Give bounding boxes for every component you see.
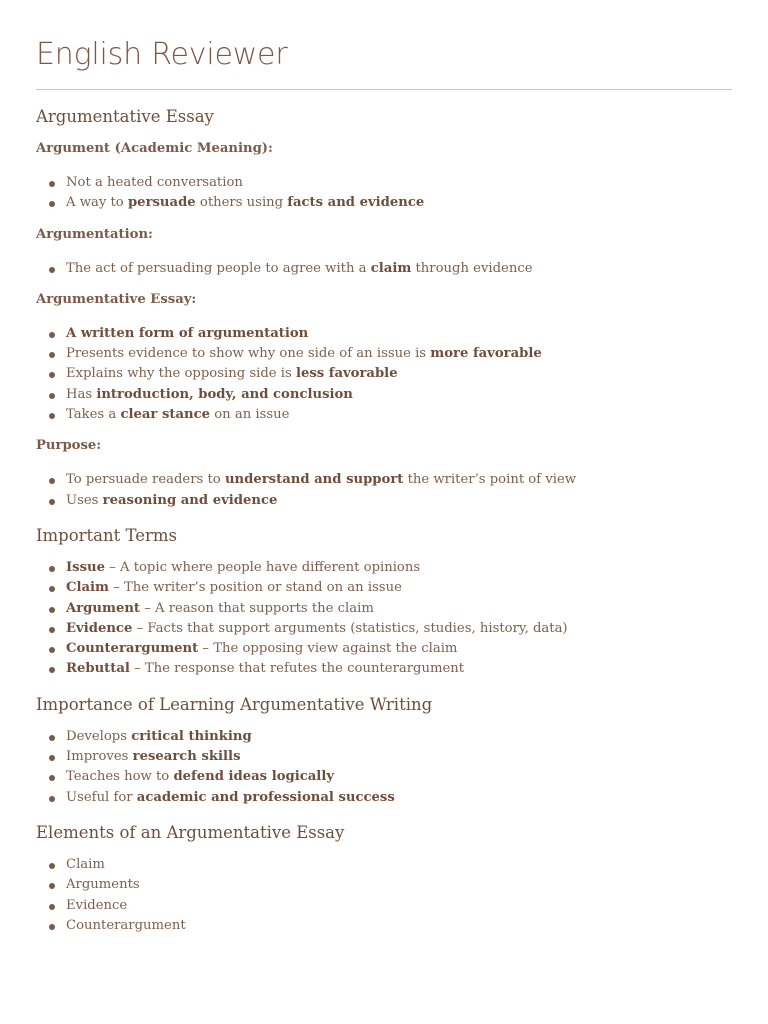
bold-text: Evidence bbox=[66, 620, 133, 636]
section-heading: Importance of Learning Argumentative Writing bbox=[36, 694, 433, 714]
text-run: – A topic where people have different opinions bbox=[105, 559, 421, 575]
text-run: Explains why the opposing side is bbox=[66, 366, 296, 382]
bold-text: claim bbox=[370, 260, 412, 276]
bullet-icon bbox=[49, 924, 55, 930]
list-item bbox=[36, 916, 732, 936]
text-run: Improves bbox=[66, 749, 133, 765]
title-divider bbox=[36, 89, 732, 90]
list-item bbox=[36, 344, 732, 364]
list-item bbox=[36, 855, 732, 875]
section-heading: Important Terms bbox=[36, 525, 178, 545]
list-item bbox=[36, 405, 732, 425]
bullet-list bbox=[36, 324, 732, 425]
subheading: Purpose: bbox=[36, 438, 102, 454]
bullet-icon bbox=[49, 863, 55, 869]
bold-text: academic and professional success bbox=[136, 789, 395, 805]
text-run: Useful for bbox=[66, 789, 137, 805]
bold-text: more favorable bbox=[430, 346, 542, 362]
bullet-icon bbox=[49, 586, 55, 592]
bullet-icon bbox=[49, 267, 55, 273]
list-item bbox=[36, 875, 732, 895]
text-run: Evidence bbox=[66, 897, 128, 913]
bullet-list bbox=[36, 855, 732, 936]
text-run: – The writer’s position or stand on an issue bbox=[109, 580, 402, 596]
text-run: Develops bbox=[66, 728, 132, 744]
bullet-icon bbox=[49, 499, 55, 505]
bold-text: understand and support bbox=[224, 472, 404, 488]
list-item bbox=[36, 385, 732, 405]
bullet-icon bbox=[49, 667, 55, 673]
document-body bbox=[36, 106, 732, 936]
bullet-list bbox=[36, 558, 732, 680]
list-item bbox=[36, 259, 732, 279]
bullet-icon bbox=[49, 775, 55, 781]
subheading: Argumentative Essay: bbox=[36, 291, 197, 307]
text-run: Claim bbox=[66, 856, 105, 872]
bold-text: introduction, body, and conclusion bbox=[96, 386, 353, 402]
bullet-icon bbox=[49, 755, 55, 761]
text-run: Uses bbox=[66, 492, 103, 508]
text-run: A way to bbox=[66, 195, 128, 211]
bullet-icon bbox=[49, 478, 55, 484]
bold-text: Counterargument bbox=[66, 641, 199, 657]
text-run: Presents evidence to show why one side of an issue is bbox=[66, 346, 431, 362]
bullet-icon bbox=[49, 566, 55, 572]
text-run: – A reason that supports the claim bbox=[140, 600, 374, 616]
text-run: Has bbox=[66, 386, 97, 402]
text-run: – The opposing view against the claim bbox=[198, 641, 458, 657]
bold-text: Issue bbox=[66, 559, 105, 575]
text-run: – The response that refutes the counterargument bbox=[129, 661, 465, 677]
bullet-icon bbox=[49, 904, 55, 910]
section-heading: Elements of an Argumentative Essay bbox=[36, 822, 345, 842]
text-run: Teaches how to bbox=[66, 769, 174, 785]
section bbox=[36, 525, 732, 680]
text-run: – Facts that support arguments (statistics, studies, history, data) bbox=[132, 620, 568, 636]
text-run: Arguments bbox=[66, 877, 140, 893]
section-heading: Argumentative Essay bbox=[36, 107, 214, 126]
list-item bbox=[36, 173, 732, 193]
bold-text: Rebuttal bbox=[66, 661, 130, 677]
text-run: Counterargument bbox=[66, 917, 186, 933]
bullet-icon bbox=[49, 883, 55, 889]
bold-text: facts and evidence bbox=[287, 195, 425, 211]
bullet-list bbox=[36, 173, 732, 214]
document-title: English Reviewer bbox=[36, 37, 288, 72]
list-item bbox=[36, 324, 732, 344]
bullet-icon bbox=[49, 627, 55, 633]
subheading: Argumentation: bbox=[36, 226, 153, 242]
bullet-icon bbox=[49, 607, 55, 613]
list-item bbox=[36, 578, 732, 598]
bullet-icon bbox=[49, 201, 55, 207]
list-item bbox=[36, 639, 732, 659]
text-run: The act of persuading people to agree with a bbox=[66, 260, 371, 276]
bold-text: critical thinking bbox=[131, 728, 252, 744]
bullet-list bbox=[36, 259, 732, 279]
list-item bbox=[36, 558, 732, 578]
section bbox=[36, 106, 732, 511]
bullet-list bbox=[36, 470, 732, 511]
bullet-icon bbox=[49, 181, 55, 187]
section bbox=[36, 822, 732, 936]
list-item bbox=[36, 491, 732, 511]
text-run: To persuade readers to bbox=[66, 472, 225, 488]
text-run: through evidence bbox=[411, 260, 533, 276]
bullet-icon bbox=[49, 393, 55, 399]
list-item bbox=[36, 364, 732, 384]
list-item bbox=[36, 896, 732, 916]
list-item bbox=[36, 193, 732, 213]
bullet-icon bbox=[49, 413, 55, 419]
bold-text: clear stance bbox=[120, 407, 211, 423]
bold-text: defend ideas logically bbox=[173, 769, 334, 785]
bullet-icon bbox=[49, 647, 55, 653]
bullet-icon bbox=[49, 352, 55, 358]
bold-text: Claim bbox=[66, 580, 110, 596]
list-item bbox=[36, 727, 732, 747]
text-run: Not a heated conversation bbox=[66, 175, 243, 190]
bullet-icon bbox=[49, 332, 55, 338]
list-item bbox=[36, 659, 732, 679]
bullet-icon bbox=[49, 735, 55, 741]
bullet-icon bbox=[49, 796, 55, 802]
bold-text: research skills bbox=[132, 749, 241, 765]
subheading: Argument (Academic Meaning): bbox=[36, 141, 273, 156]
list-item bbox=[36, 788, 732, 808]
list-item bbox=[36, 747, 732, 767]
bold-text: reasoning and evidence bbox=[102, 492, 278, 508]
text-run: on an issue bbox=[210, 407, 290, 423]
bullet-list bbox=[36, 727, 732, 808]
list-item bbox=[36, 619, 732, 639]
bold-text: persuade bbox=[127, 195, 196, 211]
list-item bbox=[36, 470, 732, 490]
text-run: others using bbox=[195, 195, 288, 211]
list-item bbox=[36, 767, 732, 787]
list-item bbox=[36, 599, 732, 619]
bold-text: Argument bbox=[66, 600, 141, 616]
bold-text: less favorable bbox=[295, 366, 398, 382]
bold-text: A written form of argumentation bbox=[66, 325, 309, 341]
section bbox=[36, 694, 732, 808]
text-run: Takes a bbox=[66, 407, 121, 423]
text-run: the writer’s point of view bbox=[403, 472, 577, 488]
bullet-icon bbox=[49, 372, 55, 378]
